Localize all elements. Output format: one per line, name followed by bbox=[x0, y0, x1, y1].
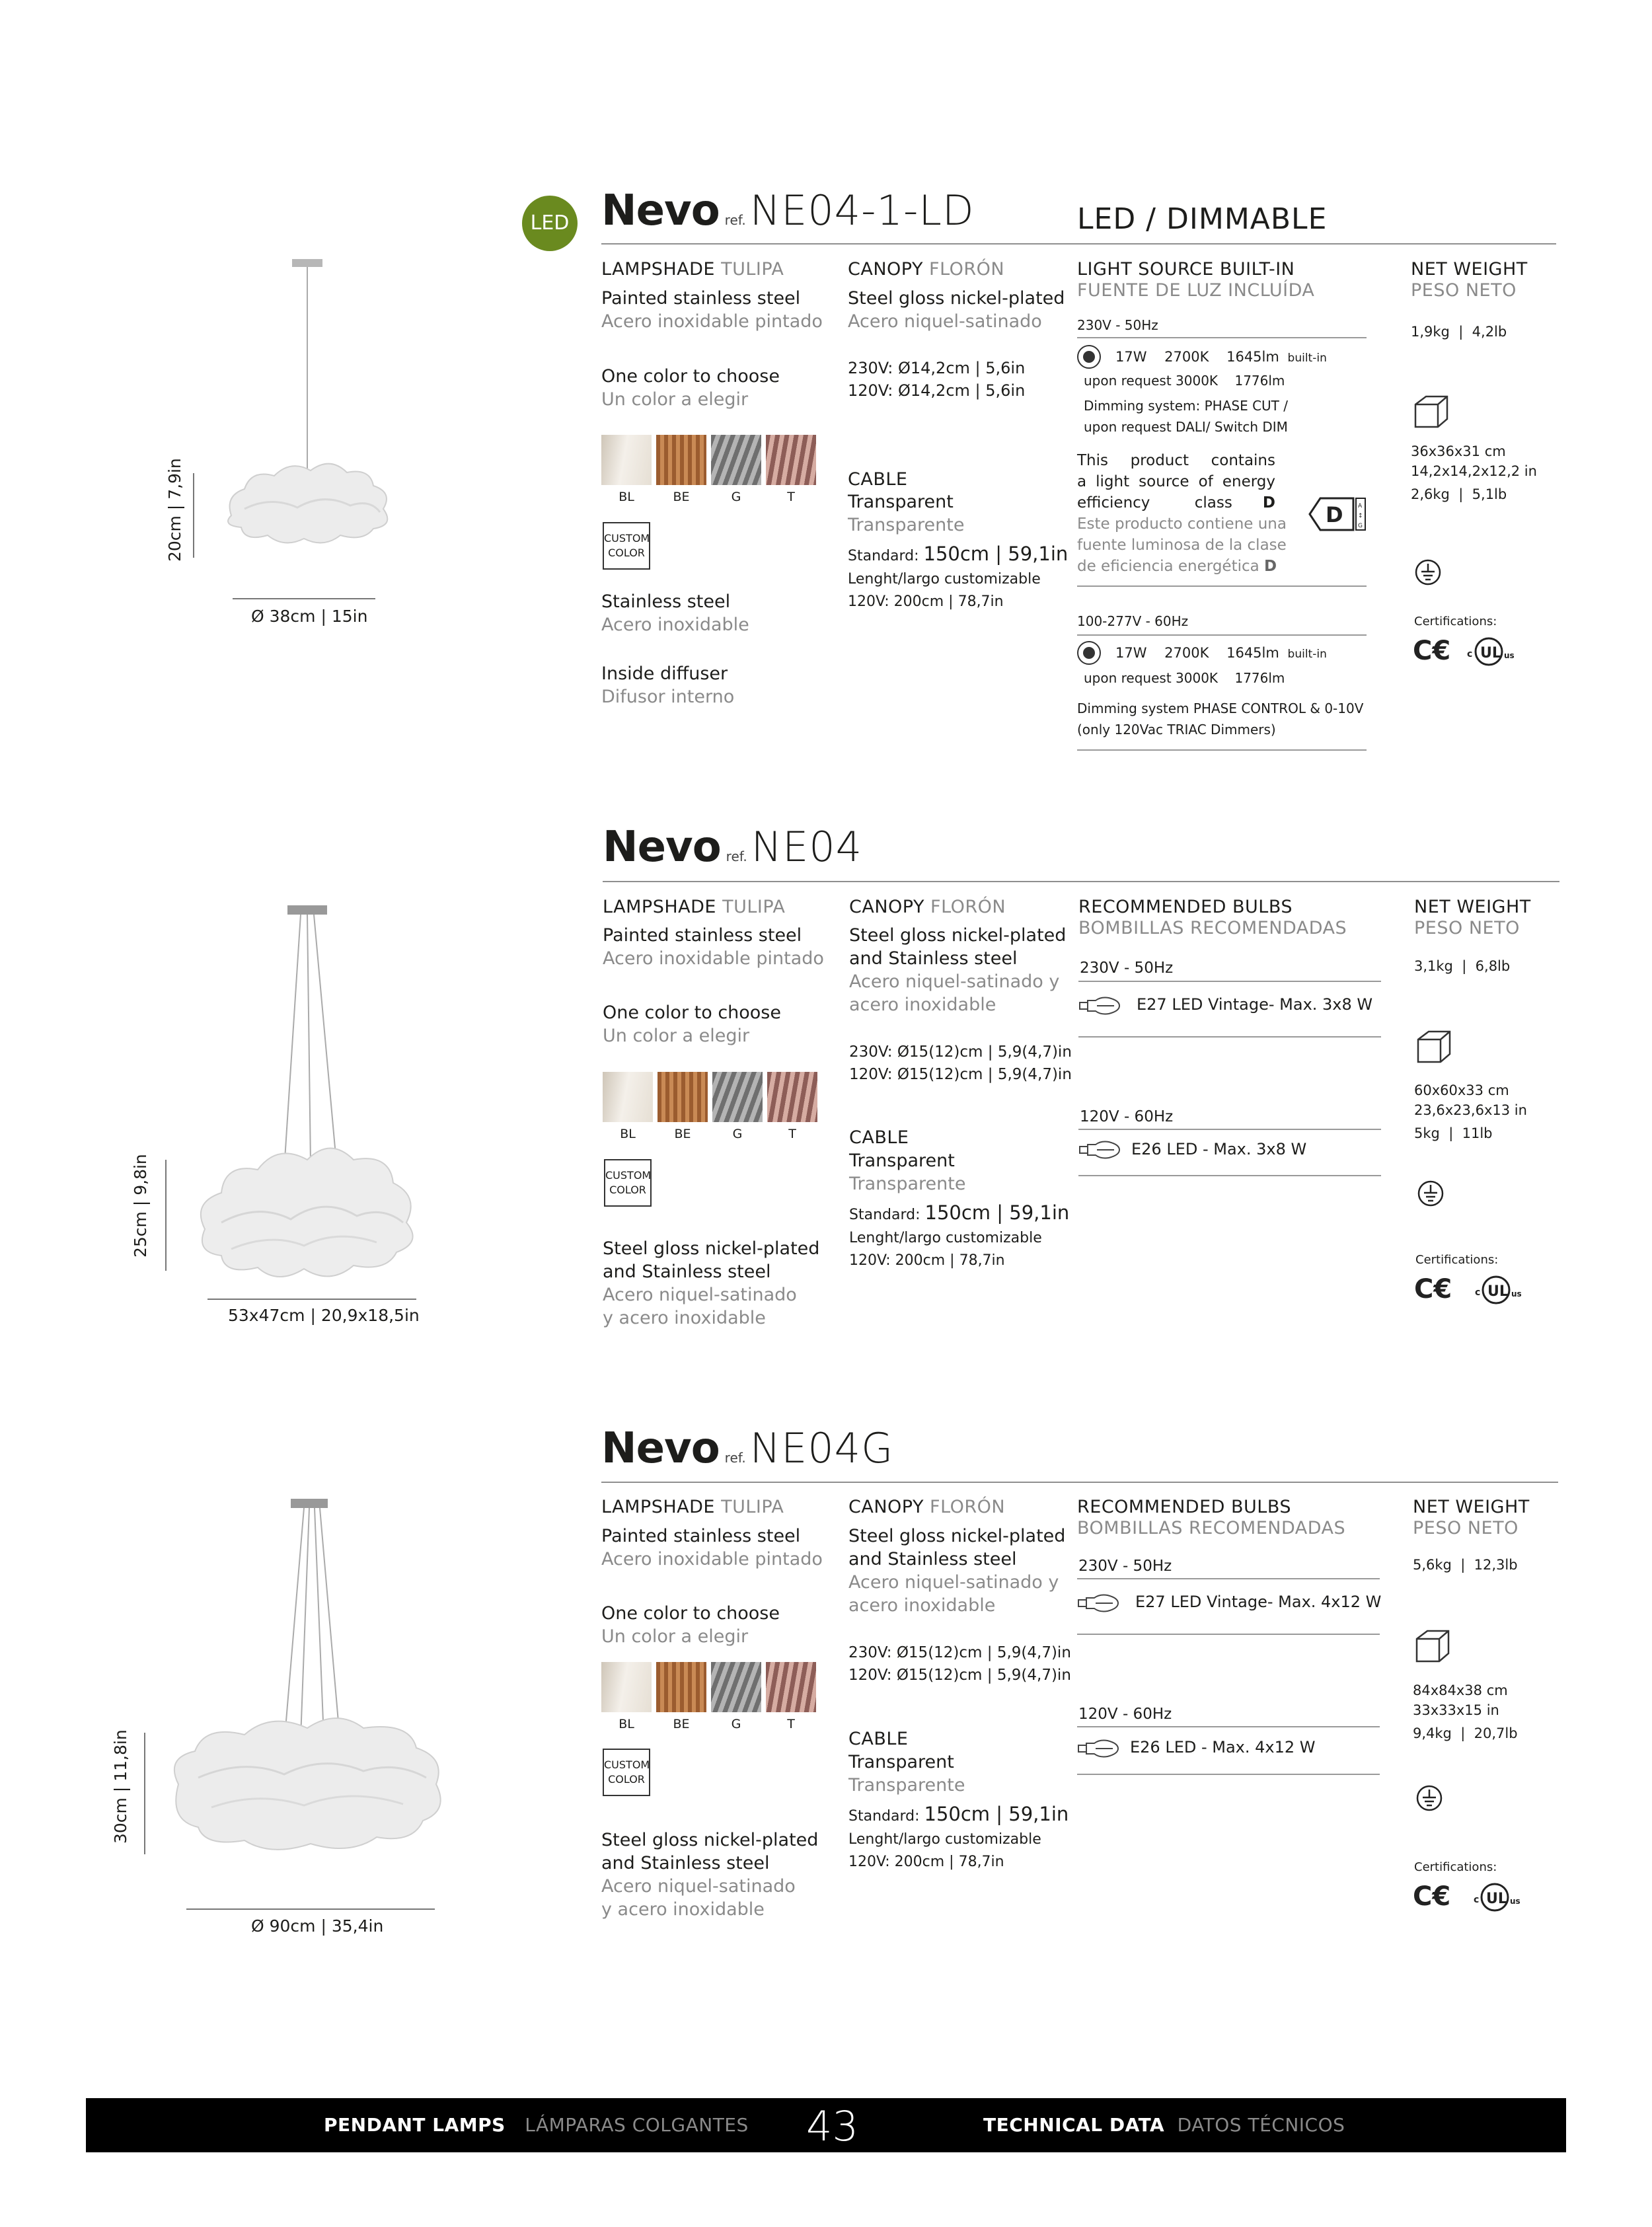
canopy-title-es: FLORÓN bbox=[930, 1497, 1006, 1517]
width-dim-line bbox=[233, 598, 375, 599]
swatch-label: T bbox=[788, 1127, 796, 1141]
cable-material-es: Transparente bbox=[849, 1174, 966, 1194]
title-rule bbox=[601, 243, 1556, 245]
energy-line: efficiency class bbox=[1077, 494, 1232, 511]
box-dims-in: 33x33x15 in bbox=[1413, 1702, 1499, 1718]
led-chip-icon bbox=[1077, 345, 1101, 369]
width-dimension: Ø 38cm | 15in bbox=[251, 607, 368, 626]
ground-icon bbox=[1415, 1784, 1443, 1812]
lampshade-extra1: Steel gloss nickel-plated bbox=[603, 1238, 820, 1259]
ground-icon bbox=[1414, 558, 1442, 586]
svg-text:c: c bbox=[1475, 1287, 1481, 1298]
swatch-label: T bbox=[787, 1717, 795, 1731]
standard-label: Standard: bbox=[849, 1207, 920, 1223]
lampshade-material-es: Acero inoxidable pintado bbox=[603, 948, 824, 969]
swatch-bl[interactable] bbox=[601, 435, 652, 485]
lampshade-extra1: Stainless steel bbox=[601, 591, 731, 612]
lamp-illustration bbox=[218, 258, 396, 562]
cable-title: CABLE bbox=[848, 1729, 909, 1749]
ref-label: ref. bbox=[726, 849, 747, 864]
footer-tech: TECHNICAL DATA bbox=[983, 2114, 1165, 2136]
divider bbox=[1078, 1175, 1381, 1176]
lampshade-title: LAMPSHADE bbox=[601, 1497, 715, 1517]
height-dimension: 25cm | 9,8in bbox=[131, 1154, 150, 1258]
swatch-be[interactable] bbox=[657, 1072, 708, 1122]
title-rule bbox=[603, 881, 1559, 882]
custom-label: CUSTOM bbox=[604, 532, 650, 545]
voltage-120: 120V - 60Hz bbox=[1080, 1108, 1174, 1125]
product-title bbox=[601, 1424, 893, 1473]
product-code: NE04-1-LD bbox=[749, 186, 975, 235]
dimming-system-3: Dimming system PHASE CONTROL & 0-10V bbox=[1077, 700, 1364, 716]
canopy-material: Steel gloss nickel-plated bbox=[848, 288, 1065, 309]
swatch-label: BL bbox=[619, 1717, 634, 1731]
custom-label: CUSTOM bbox=[605, 1169, 652, 1182]
choose-color: One color to choose bbox=[603, 1002, 781, 1023]
builtin-label: built-in bbox=[1287, 352, 1327, 365]
cable-120v: 120V: 200cm | 78,7in bbox=[848, 593, 1004, 610]
choose-color: One color to choose bbox=[601, 1603, 780, 1624]
spec-230 bbox=[1115, 346, 1327, 369]
lampshade-heading bbox=[601, 1497, 784, 1517]
canopy-material-es: Acero niquel-satinado bbox=[848, 311, 1042, 332]
certifications-label: Certifications: bbox=[1414, 615, 1497, 628]
box-icon bbox=[1414, 1627, 1452, 1665]
lampshade-extra1b-es: y acero inoxidable bbox=[603, 1308, 766, 1328]
box-dims-in: 23,6x23,6x13 in bbox=[1414, 1102, 1527, 1118]
height-dim-line bbox=[144, 1733, 145, 1854]
custom-color-box[interactable] bbox=[603, 1749, 650, 1796]
standard-label: Standard: bbox=[848, 1808, 920, 1825]
swatch-label: G bbox=[731, 490, 741, 504]
lampshade-extra2-es: Difusor interno bbox=[601, 687, 735, 707]
energy-line-es: Este producto contiene una bbox=[1077, 515, 1287, 533]
voltage-230: 230V - 50Hz bbox=[1078, 1558, 1172, 1575]
custom-label: CUSTOM bbox=[604, 1758, 650, 1771]
spec-text: 17W 2700K 1645lm bbox=[1115, 349, 1279, 365]
led-dimmable-tag: LED / DIMMABLE bbox=[1077, 202, 1328, 236]
cable-material: Transparent bbox=[848, 1752, 954, 1772]
net-weight-title: NET WEIGHT bbox=[1411, 259, 1528, 280]
lampshade-title: LAMPSHADE bbox=[601, 259, 715, 280]
net-weight: 3,1kg | 6,8lb bbox=[1414, 958, 1511, 974]
footer-tech-es: DATOS TÉCNICOS bbox=[1177, 2114, 1345, 2136]
svg-text:c: c bbox=[1467, 649, 1473, 660]
divider bbox=[1077, 1726, 1380, 1727]
box-weight: 9,4kg | 20,7lb bbox=[1413, 1725, 1518, 1741]
color-label: COLOR bbox=[609, 1184, 646, 1196]
net-weight-title-es: PESO NETO bbox=[1411, 280, 1517, 301]
certifications-label: Certifications: bbox=[1415, 1253, 1499, 1267]
spec-120 bbox=[1115, 642, 1327, 665]
ref-label: ref. bbox=[724, 1450, 746, 1466]
lampshade-material: Painted stainless steel bbox=[601, 1526, 801, 1546]
svg-text:us: us bbox=[1510, 1897, 1521, 1906]
ce-cul-icon bbox=[1413, 633, 1532, 667]
lamp-illustration bbox=[185, 899, 430, 1282]
canopy-dim-120: 120V: Ø14,2cm | 5,6in bbox=[848, 381, 1026, 400]
footer-section: PENDANT LAMPS bbox=[324, 2114, 506, 2136]
voltage-120: 100-277V - 60Hz bbox=[1077, 613, 1189, 629]
led-badge: LED bbox=[522, 196, 578, 251]
ce-cul-icon bbox=[1414, 1271, 1533, 1306]
choose-color-es: Un color a elegir bbox=[603, 1026, 750, 1046]
canopy-material2-es: acero inoxidable bbox=[848, 1595, 996, 1616]
cable-title: CABLE bbox=[849, 1127, 909, 1148]
lampshade-heading bbox=[601, 259, 784, 280]
canopy-dim-230: 230V: Ø14,2cm | 5,6in bbox=[848, 359, 1026, 377]
dimming-system-1: Dimming system: PHASE CUT / bbox=[1084, 398, 1288, 414]
light-source-title: LIGHT SOURCE BUILT-IN bbox=[1077, 259, 1295, 280]
cable-120v: 120V: 200cm | 78,7in bbox=[848, 1854, 1004, 1870]
swatch-label: T bbox=[787, 490, 795, 504]
canopy-title-es: FLORÓN bbox=[930, 897, 1006, 917]
net-weight-title-es: PESO NETO bbox=[1414, 918, 1520, 938]
svg-text:G: G bbox=[1358, 523, 1363, 529]
svg-text:C€: C€ bbox=[1414, 1274, 1452, 1304]
cable-material: Transparent bbox=[849, 1151, 955, 1171]
page-footer bbox=[86, 2098, 1566, 2152]
divider bbox=[1078, 1036, 1381, 1038]
net-weight-title-es: PESO NETO bbox=[1413, 1518, 1519, 1538]
ground-icon bbox=[1417, 1180, 1445, 1207]
canopy-material: Steel gloss nickel-plated bbox=[848, 1526, 1066, 1546]
bulb-230: E27 LED Vintage- Max. 3x8 W bbox=[1137, 995, 1373, 1014]
lampshade-title-es: TULIPA bbox=[721, 259, 784, 280]
svg-text:UL: UL bbox=[1480, 645, 1501, 661]
box-dims-cm: 84x84x38 cm bbox=[1413, 1682, 1508, 1698]
bulb-icon bbox=[1078, 995, 1121, 1016]
box-icon bbox=[1415, 1028, 1454, 1066]
energy-label-icon bbox=[1307, 496, 1370, 533]
swatch-g[interactable] bbox=[711, 1662, 761, 1712]
voltage-230: 230V - 50Hz bbox=[1077, 317, 1158, 333]
canopy-title-es: FLORÓN bbox=[929, 259, 1005, 280]
lampshade-extra1b-es: y acero inoxidable bbox=[601, 1899, 765, 1920]
bulbs-title-es: BOMBILLAS RECOMENDADAS bbox=[1077, 1518, 1346, 1538]
divider bbox=[1077, 585, 1367, 587]
light-source-title-es: FUENTE DE LUZ INCLUÍDA bbox=[1077, 280, 1315, 301]
voltage-230: 230V - 50Hz bbox=[1080, 960, 1174, 977]
canopy-material-es: Acero niquel-satinado y bbox=[848, 1572, 1059, 1593]
width-dim-line bbox=[186, 1908, 435, 1910]
swatch-t[interactable] bbox=[766, 435, 816, 485]
lampshade-material-es: Acero inoxidable pintado bbox=[601, 1549, 823, 1569]
lampshade-heading bbox=[603, 897, 785, 917]
certifications-label: Certifications: bbox=[1414, 1860, 1497, 1874]
divider bbox=[1077, 749, 1367, 751]
product-title bbox=[601, 186, 975, 235]
cable-customizable: Lenght/largo customizable bbox=[848, 571, 1041, 587]
canopy-dim-120: 120V: Ø15(12)cm | 5,9(4,7)in bbox=[849, 1066, 1072, 1083]
swatch-g[interactable] bbox=[712, 1072, 763, 1122]
swatch-bl[interactable] bbox=[601, 1662, 652, 1712]
product-name: Nevo bbox=[601, 1424, 720, 1473]
bulbs-title: RECOMMENDED BULBS bbox=[1077, 1497, 1292, 1517]
height-dimension: 30cm | 11,8in bbox=[111, 1729, 130, 1844]
page-number: 43 bbox=[806, 2102, 858, 2150]
svg-text:UL: UL bbox=[1487, 1283, 1509, 1300]
swatch-label: BE bbox=[674, 1127, 691, 1141]
divider bbox=[1078, 981, 1381, 982]
canopy-dim-230: 230V: Ø15(12)cm | 5,9(4,7)in bbox=[849, 1043, 1072, 1061]
lampshade-material: Painted stainless steel bbox=[601, 288, 801, 309]
energy-line-es: de eficiencia energética bbox=[1077, 558, 1259, 575]
bulb-icon bbox=[1077, 1593, 1119, 1614]
request-230: upon request 3000K 1776lm bbox=[1084, 373, 1285, 389]
lampshade-extra1-es: Acero niquel-satinado bbox=[603, 1285, 797, 1305]
color-label: COLOR bbox=[608, 547, 645, 559]
svg-text:C€: C€ bbox=[1413, 1881, 1451, 1912]
bulb-120: E26 LED - Max. 4x12 W bbox=[1130, 1738, 1316, 1756]
canopy-material2: and Stainless steel bbox=[848, 1549, 1017, 1569]
box-icon bbox=[1413, 393, 1451, 431]
svg-text:A: A bbox=[1358, 503, 1363, 510]
led-chip-icon bbox=[1077, 641, 1101, 665]
canopy-heading bbox=[848, 259, 1004, 280]
bulb-230: E27 LED Vintage- Max. 4x12 W bbox=[1135, 1593, 1382, 1611]
energy-line-es: fuente luminosa de la clase bbox=[1077, 537, 1287, 554]
net-weight: 1,9kg | 4,2lb bbox=[1411, 324, 1507, 340]
svg-text:C€: C€ bbox=[1413, 636, 1451, 666]
lampshade-material-es: Acero inoxidable pintado bbox=[601, 311, 823, 332]
cable-material-es: Transparente bbox=[848, 1775, 965, 1795]
lampshade-title-es: TULIPA bbox=[721, 1497, 784, 1517]
box-dims-in: 14,2x14,2x12,2 in bbox=[1411, 463, 1537, 479]
svg-text:UL: UL bbox=[1486, 1891, 1507, 1907]
voltage-120: 120V - 60Hz bbox=[1078, 1706, 1172, 1723]
swatch-be[interactable] bbox=[656, 435, 706, 485]
width-dimension: Ø 90cm | 35,4in bbox=[251, 1916, 384, 1936]
custom-color-box[interactable] bbox=[604, 1159, 652, 1207]
divider bbox=[1077, 337, 1367, 338]
net-weight-title: NET WEIGHT bbox=[1413, 1497, 1530, 1517]
custom-color-box[interactable] bbox=[603, 522, 650, 570]
lampshade-extra2: Inside diffuser bbox=[601, 663, 728, 684]
svg-text:us: us bbox=[1511, 1289, 1522, 1299]
swatch-label: BL bbox=[619, 490, 634, 504]
height-dim-line bbox=[165, 1160, 167, 1271]
width-dimension: 53x47cm | 20,9x18,5in bbox=[228, 1306, 420, 1325]
choose-color-es: Un color a elegir bbox=[601, 1626, 749, 1647]
dimming-system-4: (only 120Vac TRIAC Dimmers) bbox=[1077, 722, 1276, 737]
divider bbox=[1077, 1634, 1380, 1635]
cable-customizable: Lenght/largo customizable bbox=[848, 1831, 1041, 1848]
energy-class-es: D bbox=[1264, 558, 1277, 575]
lampshade-extra1-es: Acero inoxidable bbox=[601, 615, 749, 635]
lampshade-title: LAMPSHADE bbox=[603, 897, 716, 917]
swatch-label: G bbox=[732, 1127, 743, 1141]
cable-standard bbox=[849, 1202, 1069, 1226]
choose-color-es: Un color a elegir bbox=[601, 389, 749, 410]
net-weight: 5,6kg | 12,3lb bbox=[1413, 1557, 1518, 1573]
product-code: NE04 bbox=[751, 823, 863, 871]
canopy-heading bbox=[848, 1497, 1005, 1517]
swatch-label: G bbox=[731, 1717, 741, 1731]
canopy-title: CANOPY bbox=[849, 897, 924, 917]
divider bbox=[1077, 1578, 1380, 1579]
box-dims-cm: 60x60x33 cm bbox=[1414, 1082, 1509, 1098]
cable-customizable: Lenght/largo customizable bbox=[849, 1230, 1042, 1246]
box-dims-cm: 36x36x31 cm bbox=[1411, 443, 1506, 459]
product-name: Nevo bbox=[601, 186, 720, 235]
height-dim-line bbox=[193, 473, 194, 558]
cable-title: CABLE bbox=[848, 469, 908, 490]
ce-cul-icon bbox=[1413, 1879, 1532, 1913]
bulb-icon bbox=[1078, 1139, 1121, 1160]
height-dimension: 20cm | 7,9in bbox=[165, 458, 184, 562]
lamp-illustration bbox=[165, 1493, 449, 1864]
swatch-be[interactable] bbox=[656, 1662, 706, 1712]
energy-text-es bbox=[1077, 513, 1287, 577]
footer-left bbox=[324, 2114, 749, 2136]
svg-text:↕: ↕ bbox=[1358, 513, 1363, 519]
choose-color: One color to choose bbox=[601, 366, 780, 387]
canopy-title: CANOPY bbox=[848, 259, 923, 280]
width-dim-line bbox=[207, 1299, 416, 1300]
canopy-material: Steel gloss nickel-plated bbox=[849, 925, 1067, 946]
swatch-bl[interactable] bbox=[603, 1072, 653, 1122]
swatch-g[interactable] bbox=[711, 435, 761, 485]
canopy-dim-230: 230V: Ø15(12)cm | 5,9(4,7)in bbox=[848, 1644, 1071, 1661]
net-weight-title: NET WEIGHT bbox=[1414, 897, 1531, 917]
swatch-label: BE bbox=[673, 1717, 690, 1731]
lampshade-extra1b: and Stainless steel bbox=[603, 1262, 771, 1282]
canopy-material-es: Acero niquel-satinado y bbox=[849, 971, 1060, 992]
cable-material-es: Transparente bbox=[848, 515, 965, 535]
product-code: NE04G bbox=[749, 1424, 894, 1472]
energy-line: a light source of energy bbox=[1077, 473, 1275, 490]
swatch-label: BL bbox=[620, 1127, 636, 1141]
standard-value: 150cm | 59,1in bbox=[924, 1201, 1070, 1224]
footer-right bbox=[983, 2114, 1345, 2136]
cable-120v: 120V: 200cm | 78,7in bbox=[849, 1252, 1005, 1269]
lampshade-extra1: Steel gloss nickel-plated bbox=[601, 1830, 819, 1850]
energy-line: This product contains bbox=[1077, 452, 1275, 469]
lampshade-extra1-es: Acero niquel-satinado bbox=[601, 1876, 796, 1897]
swatch-t[interactable] bbox=[766, 1662, 816, 1712]
cable-standard bbox=[848, 543, 1068, 567]
canopy-title: CANOPY bbox=[848, 1497, 924, 1517]
cable-material: Transparent bbox=[848, 492, 954, 512]
canopy-material2: and Stainless steel bbox=[849, 948, 1018, 969]
divider bbox=[1078, 1129, 1381, 1130]
svg-text:us: us bbox=[1504, 651, 1515, 660]
request-120: upon request 3000K 1776lm bbox=[1084, 670, 1285, 686]
standard-label: Standard: bbox=[848, 548, 919, 564]
title-rule bbox=[601, 1482, 1558, 1483]
ref-label: ref. bbox=[724, 212, 746, 228]
product-title bbox=[603, 823, 862, 872]
standard-value: 150cm | 59,1in bbox=[923, 543, 1069, 565]
lampshade-title-es: TULIPA bbox=[722, 897, 786, 917]
cable-standard bbox=[848, 1803, 1069, 1827]
canopy-dim-120: 120V: Ø15(12)cm | 5,9(4,7)in bbox=[848, 1667, 1071, 1684]
swatch-label: BE bbox=[673, 490, 690, 504]
energy-text-en bbox=[1077, 450, 1275, 513]
color-label: COLOR bbox=[608, 1773, 645, 1786]
bulb-120: E26 LED - Max. 3x8 W bbox=[1131, 1140, 1307, 1158]
divider bbox=[1077, 1774, 1380, 1775]
bulbs-title: RECOMMENDED BULBS bbox=[1078, 897, 1293, 917]
bulbs-title-es: BOMBILLAS RECOMENDADAS bbox=[1078, 918, 1347, 938]
lampshade-extra1b: and Stainless steel bbox=[601, 1853, 770, 1873]
standard-value: 150cm | 59,1in bbox=[924, 1803, 1069, 1825]
box-weight: 2,6kg | 5,1lb bbox=[1411, 486, 1507, 502]
canopy-material2-es: acero inoxidable bbox=[849, 995, 996, 1015]
product-name: Nevo bbox=[603, 823, 721, 872]
divider bbox=[1077, 634, 1367, 636]
svg-text:D: D bbox=[1326, 502, 1343, 527]
svg-text:c: c bbox=[1474, 1895, 1480, 1905]
lampshade-material: Painted stainless steel bbox=[603, 925, 802, 946]
box-weight: 5kg | 11lb bbox=[1414, 1125, 1493, 1141]
swatch-t[interactable] bbox=[767, 1072, 817, 1122]
footer-section-es: LÁMPARAS COLGANTES bbox=[525, 2114, 749, 2136]
spec-text: 17W 2700K 1645lm bbox=[1115, 645, 1279, 661]
bulb-icon bbox=[1077, 1738, 1119, 1759]
dimming-system-2: upon request DALI/ Switch DIM bbox=[1084, 419, 1288, 435]
builtin-label: built-in bbox=[1287, 648, 1327, 661]
canopy-heading bbox=[849, 897, 1006, 917]
energy-class: D bbox=[1262, 494, 1275, 511]
